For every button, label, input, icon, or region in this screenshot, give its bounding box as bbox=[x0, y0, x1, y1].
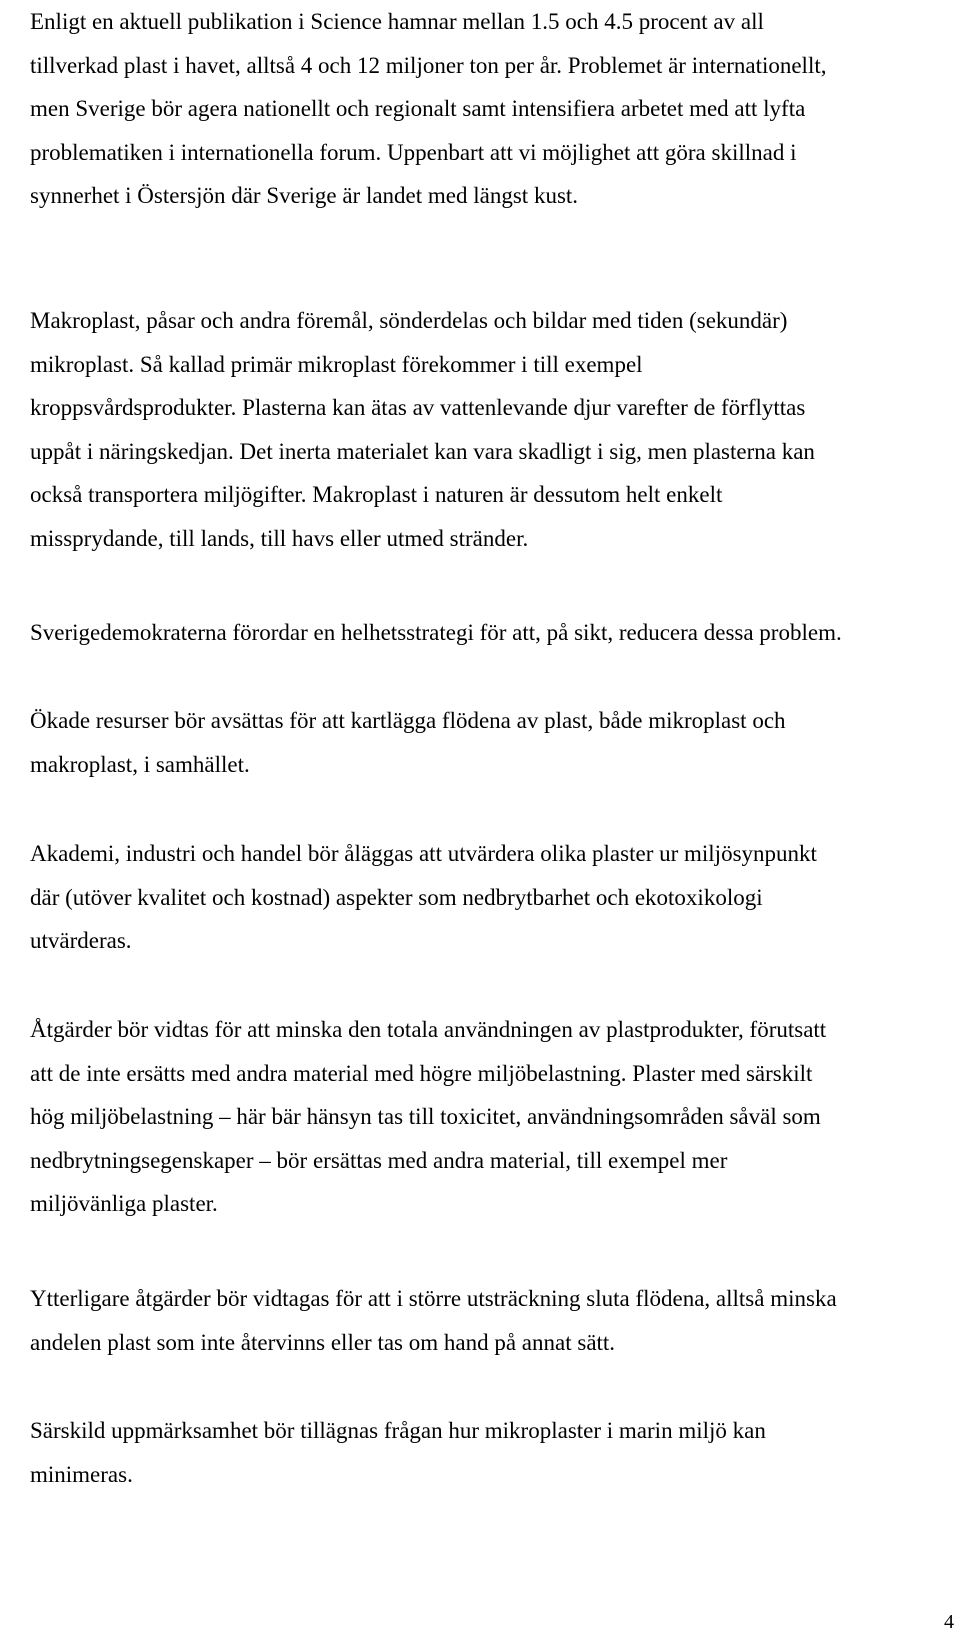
paragraph-microplastics-attention bbox=[30, 1409, 955, 1496]
text-line: makroplast, i samhället. bbox=[30, 751, 250, 777]
paragraph-resources bbox=[30, 699, 955, 786]
paragraph-further-measures bbox=[30, 1277, 955, 1364]
text-line: där (utöver kvalitet och kostnad) aspekter som nedbrytbarhet och ekotoxikologi bbox=[30, 884, 763, 910]
text-line: Åtgärder bör vidtas för att minska den totala användningen av plastprodukter, förutsatt bbox=[30, 1017, 827, 1042]
text-line: Ökade resurser bör avsättas för att kartlägga flödena av plast, både mikroplast och bbox=[30, 708, 786, 733]
page-number: 4 bbox=[944, 1611, 954, 1633]
text-line: Särskild uppmärksamhet bör tillägnas frågan hur mikroplaster i marin miljö kan bbox=[30, 1418, 766, 1443]
text-line: tillverkad plast i havet, alltså 4 och 12 miljoner ton per år. Problemet är internationellt, bbox=[30, 52, 827, 78]
text-line: hög miljöbelastning – här bär hänsyn tas till toxicitet, användningsområden såväl som bbox=[30, 1104, 821, 1129]
text-line: nedbrytningsegenskaper – bör ersättas med andra material, till exempel mer bbox=[30, 1147, 728, 1173]
text-line: utvärderas. bbox=[30, 928, 132, 953]
paragraph-strategy bbox=[30, 611, 955, 655]
text-line: missprydande, till lands, till havs eller utmed stränder. bbox=[30, 525, 529, 551]
text-line: synnerhet i Östersjön där Sverige är landet med längst kust. bbox=[30, 183, 579, 208]
text-line: kroppsvårdsprodukter. Plasterna kan ätas av vattenlevande djur varefter de förflyttas bbox=[30, 395, 806, 420]
paragraph-plastic-in-ocean bbox=[30, 0, 955, 218]
text-line: andelen plast som inte återvinns eller tas om hand på annat sätt. bbox=[30, 1329, 616, 1355]
text-line: miljövänliga plaster. bbox=[30, 1191, 218, 1216]
text-line: uppåt i näringskedjan. Det inerta materialet kan vara skadligt i sig, men plasterna kan bbox=[30, 438, 815, 464]
text-line: men Sverige bör agera nationellt och regionalt samt intensifiera arbetet med att lyfta bbox=[30, 96, 806, 121]
text-line: att de inte ersätts med andra material med högre miljöbelastning. Plaster med särskilt bbox=[30, 1060, 813, 1086]
text-line: Enligt en aktuell publikation i Science hamnar mellan 1.5 och 4.5 procent av all bbox=[30, 9, 764, 34]
text-line: Sverigedemokraterna förordar en helhetsstrategi för att, på sikt, reducera dessa problem. bbox=[30, 620, 842, 645]
text-line: Makroplast, påsar och andra föremål, sönderdelas och bildar med tiden (sekundär) bbox=[30, 308, 788, 333]
text-line: problematiken i internationella forum. Uppenbart att vi möjlighet att göra skillnad i bbox=[30, 139, 797, 165]
text-line: också transportera miljögifter. Makroplast i naturen är dessutom helt enkelt bbox=[30, 482, 723, 507]
paragraph-macroplastic bbox=[30, 299, 955, 560]
text-line: Akademi, industri och handel bör åläggas att utvärdera olika plaster ur miljösynpunkt bbox=[30, 841, 817, 866]
text-line: minimeras. bbox=[30, 1461, 133, 1487]
text-line: Ytterligare åtgärder bör vidtagas för att i större utsträckning sluta flödena, alltså minska bbox=[30, 1286, 837, 1311]
paragraph-measures bbox=[30, 1008, 955, 1226]
paragraph-academia bbox=[30, 832, 955, 963]
text-line: mikroplast. Så kallad primär mikroplast förekommer i till exempel bbox=[30, 351, 643, 377]
